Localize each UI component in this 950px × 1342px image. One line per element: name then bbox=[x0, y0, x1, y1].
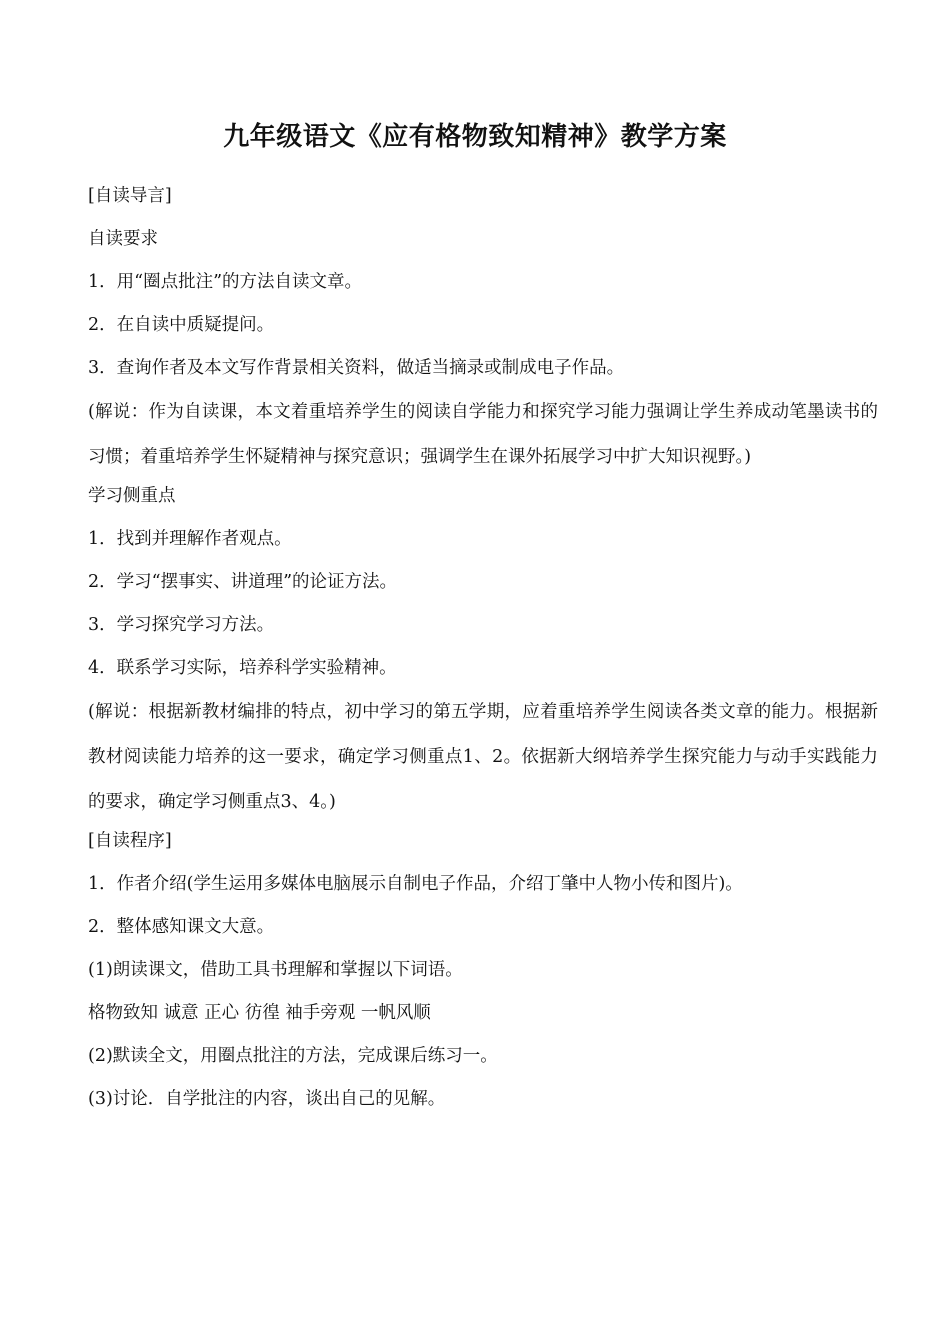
list-item: 2．在自读中质疑提问。 bbox=[88, 315, 275, 335]
list-item: 1．用“圈点批注”的方法自读文章。 bbox=[88, 272, 363, 292]
list-item: 1．作者介绍(学生运用多媒体电脑展示自制电子作品，介绍丁肇中人物小传和图片)。 bbox=[88, 874, 743, 894]
list-item: 3．查询作者及本文写作背景相关资料，做适当摘录或制成电子作品。 bbox=[88, 358, 625, 378]
explanation-paragraph: (解说：根据新教材编排的特点，初中学习的第五学期，应着重培养学生阅读各类文章的能力。根据新教材阅读能力培养的这一要求，确定学习侧重点1、2。依据新大纲培养学生探究能力与动手实践能力的要求，确定学习侧重点3、4。) bbox=[88, 702, 878, 812]
subheading-learning-focus: 学习侧重点 bbox=[88, 486, 176, 506]
sub-list-item: (2)默读全文，用圈点批注的方法，完成课后练习一。 bbox=[88, 1046, 498, 1066]
list-item: 3．学习探究学习方法。 bbox=[88, 615, 275, 635]
section-heading-intro: [自读导言] bbox=[88, 186, 172, 206]
subheading-reading-requirements: 自读要求 bbox=[88, 229, 158, 249]
section-heading-procedure: [自读程序] bbox=[88, 831, 172, 851]
sub-list-item: (1)朗读课文，借助工具书理解和掌握以下词语。 bbox=[88, 960, 463, 980]
list-item: 2．学习“摆事实、讲道理”的论证方法。 bbox=[88, 572, 398, 592]
sub-list-item: (3)讨论．自学批注的内容，谈出自己的见解。 bbox=[88, 1089, 446, 1109]
list-item: 4．联系学习实际，培养科学实验精神。 bbox=[88, 658, 397, 678]
list-item: 2．整体感知课文大意。 bbox=[88, 917, 275, 937]
vocabulary-line: 格物致知 诚意 正心 彷徨 袖手旁观 一帆风顺 bbox=[88, 1003, 431, 1023]
document-title: 九年级语文《应有格物致知精神》教学方案 bbox=[223, 122, 727, 152]
document-body bbox=[88, 182, 878, 1128]
list-item: 1．找到并理解作者观点。 bbox=[88, 529, 292, 549]
explanation-paragraph: (解说：作为自读课，本文着重培养学生的阅读自学能力和探究学习能力强调让学生养成动笔墨读书的习惯；着重培养学生怀疑精神与探究意识；强调学生在课外拓展学习中扩大知识视野。) bbox=[88, 402, 878, 467]
